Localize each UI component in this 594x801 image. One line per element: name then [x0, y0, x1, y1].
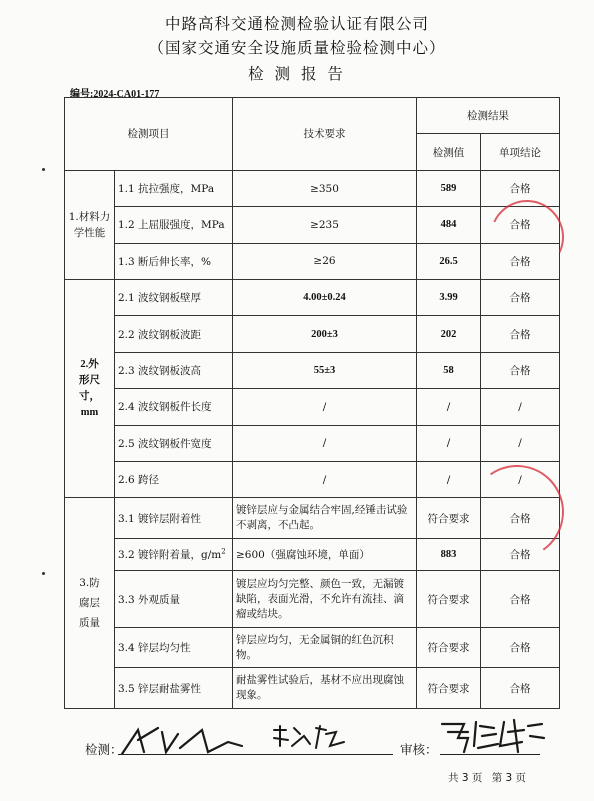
page-total: 共 3 页 — [448, 772, 483, 784]
reviewer-signature-line — [440, 754, 540, 755]
page-current: 第 3 页 — [491, 772, 527, 784]
margin-mark — [42, 572, 45, 575]
tester-signature-2 — [270, 722, 350, 752]
row-conclusion: 合格 — [481, 170, 560, 206]
table-row — [65, 627, 560, 667]
row-requirement: 耐盐雾性试验后，基材不应出现腐蚀现象。 — [233, 668, 417, 709]
row-conclusion: 合格 — [481, 538, 560, 570]
row-value: 符合要求 — [417, 668, 481, 709]
row-requirement: ≥26 — [233, 243, 417, 279]
row-requirement: ≥600（强腐蚀环境，单面） — [233, 538, 417, 570]
row-value: 58 — [417, 352, 481, 388]
row-value: 符合要求 — [417, 571, 481, 628]
header-requirement: 技术要求 — [233, 98, 417, 171]
row-value: 符合要求 — [417, 498, 481, 538]
table-row — [65, 571, 560, 628]
row-requirement: 锌层应均匀，无金属铜的红色沉积物。 — [233, 627, 417, 667]
header-item: 检测项目 — [65, 98, 233, 171]
row-item: 2.1 波纹钢板壁厚 — [115, 280, 233, 316]
report-title: 检 测 报 告 — [248, 65, 346, 83]
row-item: 3.5 锌层耐盐雾性 — [115, 668, 233, 709]
header-result: 检测结果 — [417, 98, 560, 134]
row-conclusion: 合格 — [481, 280, 560, 316]
row-conclusion: 合格 — [481, 207, 560, 243]
table-row — [65, 316, 560, 352]
table-row — [65, 170, 560, 206]
row-value: / — [417, 425, 481, 461]
row-requirement: / — [233, 389, 417, 425]
table-row — [65, 207, 560, 243]
row-requirement: 4.00±0.24 — [233, 280, 417, 316]
row-conclusion: 合格 — [481, 243, 560, 279]
row-requirement: ≥235 — [233, 207, 417, 243]
signature-line — [118, 754, 393, 755]
center-name: （国家交通安全设施质量检验检测中心） — [148, 39, 446, 57]
group-label: 3.防腐层质量 — [65, 498, 115, 709]
row-requirement: / — [233, 425, 417, 461]
reviewer-signature — [438, 716, 548, 756]
row-item: 1.1 抗拉强度，MPa — [115, 170, 233, 206]
header-value: 检测值 — [417, 134, 481, 170]
row-conclusion: / — [481, 425, 560, 461]
row-value: 202 — [417, 316, 481, 352]
table-row — [65, 243, 560, 279]
row-item: 3.3 外观质量 — [115, 571, 233, 628]
row-item: 2.3 波纹钢板波高 — [115, 352, 233, 388]
row-conclusion: 合格 — [481, 627, 560, 667]
row-conclusion: / — [481, 462, 560, 498]
row-conclusion: 合格 — [481, 668, 560, 709]
row-item: 2.2 波纹钢板波距 — [115, 316, 233, 352]
row-value: 484 — [417, 207, 481, 243]
row-item: 3.1 镀锌层附着性 — [115, 498, 233, 538]
row-requirement: 55±3 — [233, 352, 417, 388]
unit-superscript: 2 — [221, 547, 226, 556]
row-item: 1.3 断后伸长率，% — [115, 243, 233, 279]
row-value: / — [417, 389, 481, 425]
table-row — [65, 668, 560, 709]
row-value: 26.5 — [417, 243, 481, 279]
row-conclusion: 合格 — [481, 316, 560, 352]
row-conclusion: / — [481, 389, 560, 425]
row-requirement: 镀锌层应与金属结合牢固,经锤击试验不剥离，不凸起。 — [233, 498, 417, 538]
group-label: 2.外形尺寸，mm — [65, 280, 115, 498]
row-value: 3.99 — [417, 280, 481, 316]
row-value: / — [417, 462, 481, 498]
row-item: 1.2 上屈服强度，MPa — [115, 207, 233, 243]
reviewer-label: 审核： — [400, 742, 438, 757]
row-item — [115, 538, 233, 570]
row-value: 589 — [417, 170, 481, 206]
row-conclusion: 合格 — [481, 571, 560, 628]
results-table — [64, 97, 560, 709]
row-requirement: ≥350 — [233, 170, 417, 206]
row-item: 3.4 锌层均匀性 — [115, 627, 233, 667]
header-conclusion: 单项结论 — [481, 134, 560, 170]
table-row — [65, 389, 560, 425]
group-label: 1.材料力学性能 — [65, 170, 115, 279]
table-row — [65, 352, 560, 388]
row-conclusion: 合格 — [481, 352, 560, 388]
row-item: 2.4 波纹钢板件长度 — [115, 389, 233, 425]
table-row — [65, 425, 560, 461]
table-row — [65, 280, 560, 316]
row-value: 883 — [417, 538, 481, 570]
company-name: 中路高科交通检测检验认证有限公司 — [164, 15, 429, 33]
tester-label: 检测： — [85, 742, 123, 757]
tester-signature — [118, 722, 248, 758]
row-item: 2.6 跨径 — [115, 462, 233, 498]
row-requirement: 200±3 — [233, 316, 417, 352]
report-number: 编号:2024-CA01-177 — [70, 89, 160, 100]
row-item: 2.5 波纹钢板件宽度 — [115, 425, 233, 461]
row-requirement: 镀层应均匀完整、颜色一致，无漏镀缺陷，表面光滑，不允许有流挂、滴瘤或结块。 — [233, 571, 417, 628]
margin-mark — [42, 168, 45, 171]
row-value: 符合要求 — [417, 627, 481, 667]
row-requirement: / — [233, 462, 417, 498]
page-footer — [448, 770, 532, 785]
row-item-text: 3.2 镀锌附着量，g/m — [118, 549, 222, 562]
row-conclusion: 合格 — [481, 498, 560, 538]
